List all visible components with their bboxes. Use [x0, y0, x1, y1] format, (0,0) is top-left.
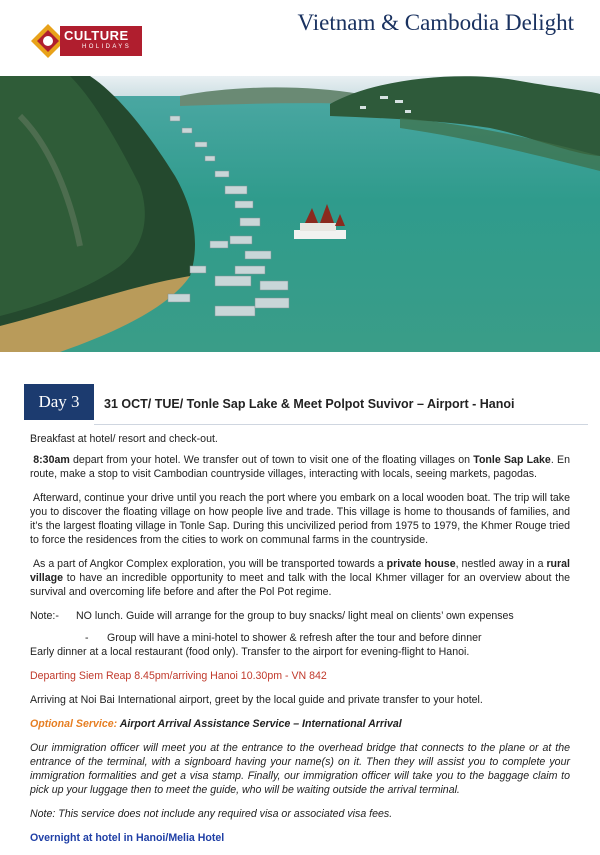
angkor-rural-village: rural village	[30, 558, 570, 584]
dinner-text: Early dinner at a local restaurant (food only). Transfer to the airport for evening-flight to Hanoi.	[30, 646, 470, 658]
optional-service-description: Our immigration officer will meet you at the entrance to the overhead bridge that connects to the plane or at the entrance of the terminal, with a signboard having your name(s) on it. Then they will assist you to complete your immigration formalities and get a visa stamp. Finally, our immigration officer will take you to the baggage claim to pick up your luggage then to meet the guide, who will be waiting outside the arrival terminal.	[30, 742, 570, 796]
overnight-info: Overnight at hotel in Hanoi/Melia Hotel	[30, 832, 225, 844]
bullet-dash: -	[85, 632, 89, 644]
floating-village-text: Afterward, continue your drive until you reach the port where you embark on a local wooden boat. The trip will take you to discover the floating village on how people live and trade. This village is home to thousands of families, and it’s the largest floating village in Tonle Sap. During this uncivilized period from 1975 to 1979, the Khmer Rouge tried to force the residences from the cities to work on communal farms in the countryside.	[30, 492, 570, 546]
day-header	[24, 384, 584, 428]
arrival-paragraph: Arriving at Noi Bai International airport, greet by the local guide and private transfer to your hotel.	[30, 694, 483, 706]
lunch-note	[30, 609, 570, 623]
optional-label: Optional Service:	[30, 718, 118, 730]
note-text: NO lunch. Guide will arrange for the group to buy snacks/ light meal on clients’ own expenses	[76, 610, 514, 622]
page-header	[0, 0, 600, 76]
culture-holidays-logo	[30, 23, 142, 59]
angkor-text-b: , nestled away in a	[455, 558, 547, 570]
logo-sub: HOLIDAYS	[82, 44, 132, 50]
floating-village-paragraph	[30, 491, 570, 547]
optional-title: Airport Arrival Assistance Service – International Arrival	[117, 718, 402, 730]
departure-text-b: . En route, make a stop to visit Cambodian countryside villages, interacting with locals, seeing markets, pagodas.	[30, 454, 570, 480]
itinerary-body	[30, 432, 570, 855]
logo-wordmark	[60, 26, 142, 56]
angkor-text-c: to have an incredible opportunity to meet and talk with the local Khmer villager for an overview about the survival and overcoming life before and after the Pol Pot regime.	[30, 572, 570, 598]
departure-time: 8:30am	[33, 454, 70, 466]
day-heading: 31 OCT/ TUE/ Tonle Sap Lake & Meet Polpot Suvivor – Airport - Hanoi	[104, 397, 515, 411]
departure-text-a: depart from your hotel. We transfer out of town to visit one of the floating villages on	[69, 454, 474, 466]
dinner-paragraph	[30, 645, 570, 659]
logo-word: CULTURE	[64, 28, 129, 43]
note-label: Note:-	[30, 610, 59, 622]
visa-note: Note: This service does not include any required visa or associated visa fees.	[30, 808, 393, 820]
optional-service-heading	[30, 717, 570, 731]
flight-info: Departing Siem Reap 8.45pm/arriving Hanoi 10.30pm - VN 842	[30, 670, 327, 682]
departure-place: Tonle Sap Lake	[473, 454, 551, 466]
angkor-private-house: private house	[386, 558, 456, 570]
angkor-text-a: As a part of Angkor Complex exploration, you will be transported towards a	[32, 558, 387, 570]
day-label: Day 3	[24, 384, 94, 420]
breakfast-paragraph	[30, 432, 570, 442]
bullet-text: Group will have a mini-hotel to shower & refresh after the tour and before dinner	[107, 632, 482, 644]
day-divider	[94, 424, 588, 425]
shower-bullet	[85, 631, 570, 645]
breakfast-text: Breakfast at hotel/ resort and check-out.	[30, 433, 218, 442]
departure-paragraph	[30, 453, 570, 481]
angkor-paragraph	[30, 557, 570, 599]
ha-long-bay-aerial-photo	[0, 76, 600, 352]
page-title: Vietnam & Cambodia Delight	[297, 10, 574, 35]
